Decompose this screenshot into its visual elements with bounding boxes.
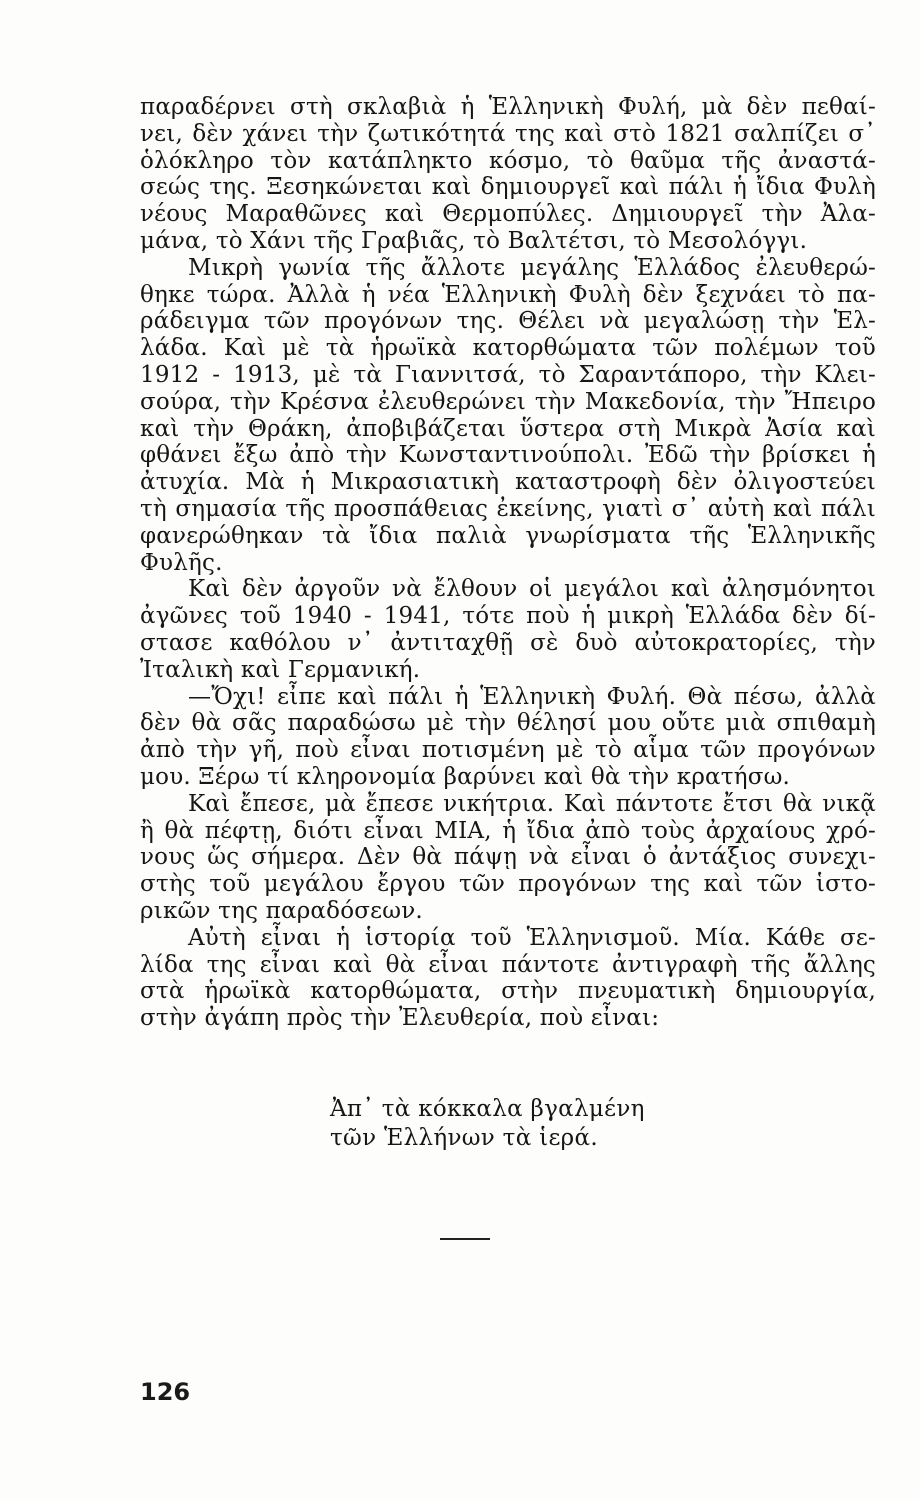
text-line: Φυλῆς. xyxy=(140,549,223,576)
page-number: 126 xyxy=(140,1378,191,1406)
text-line: Μικρὴ γωνία τῆς ἄλλοτε μεγάλης Ἑλλάδος ἐλευθερώ- xyxy=(188,254,876,281)
text-line: ὁλόκληρο τὸν κατάπληκτο κόσμο, τὸ θαῦμα τῆς ἀναστά- xyxy=(140,147,876,174)
section-divider xyxy=(440,1238,490,1240)
text-line: ἀγῶνες τοῦ 1940 - 1941, τότε ποὺ ἡ μικρὴ Ἑλλάδα δὲν δί- xyxy=(140,603,876,630)
text-line: ρικῶν της παραδόσεων. xyxy=(140,897,423,924)
text-line: νέους Μαραθῶνες καὶ Θερμοπύλες. Δημιουργεῖ τὴν Ἀλα- xyxy=(140,201,876,228)
text-line: ράδειγμα τῶν προγόνων της. Θέλει νὰ μεγαλώσῃ τὴν Ἑλ- xyxy=(140,308,876,335)
text-line: ἀπὸ τὴν γῆ, ποὺ εἶναι ποτισμένη μὲ τὸ αἷμα τῶν προγόνων xyxy=(140,737,876,764)
text-line: θηκε τώρα. Ἀλλὰ ἡ νέα Ἑλληνικὴ Φυλὴ δὲν ξεχνάει τὸ πα- xyxy=(140,281,876,308)
text-line: λίδα της εἶναι καὶ θὰ εἶναι πάντοτε ἀντιγραφὴ τῆς ἄλλης xyxy=(140,951,876,978)
text-line: —Ὄχι! εἶπε καὶ πάλι ἡ Ἑλληνικὴ Φυλή. Θὰ πέσω, ἀλλὰ xyxy=(188,683,876,710)
text-line: λάδα. Καὶ μὲ τὰ ἡρωϊκὰ κατορθώματα τῶν πολέμων τοῦ xyxy=(140,335,876,362)
text-line: Καὶ δὲν ἀργοῦν νὰ ἔλθουν οἱ μεγάλοι καὶ ἀλησμόνητοι xyxy=(188,576,876,603)
text-line: Αὐτὴ εἶναι ἡ ἱστορία τοῦ Ἑλληνισμοῦ. Μία. Κάθε σε- xyxy=(188,924,876,951)
text-line: καὶ τὴν Θράκη, ἀποβιβάζεται ὕστερα στὴ Μικρὰ Ἀσία καὶ xyxy=(140,415,876,442)
body-text xyxy=(140,94,876,1032)
text-line: σούρα, τὴν Κρέσνα ἐλευθερώνει τὴν Μακεδονία, τὴν Ἤπειρο xyxy=(140,388,876,415)
text-line: στασε καθόλου ν᾽ ἀντιταχθῇ σὲ δυὸ αὐτοκρατορίες, τὴν xyxy=(140,629,876,656)
text-line: φανερώθηκαν τὰ ἴδια παλιὰ γνωρίσματα τῆς Ἑλληνικῆς xyxy=(140,522,876,549)
text-line: δὲν θὰ σᾶς παραδώσω μὲ τὴν θέλησί μου οὔτε μιὰ σπιθαμὴ xyxy=(140,710,876,737)
text-line: ἢ θὰ πέφτῃ, διότι εἶναι ΜΙΑ, ἡ ἴδια ἀπὸ τοὺς ἀρχαίους χρό- xyxy=(140,817,876,844)
text-line: 1912 - 1913, μὲ τὰ Γιαννιτσά, τὸ Σαραντάπορο, τὴν Κλει- xyxy=(140,361,876,388)
text-line: μάνα, τὸ Χάνι τῆς Γραβιᾶς, τὸ Βαλτέτσι, τὸ Μεσολόγγι. xyxy=(140,227,808,254)
text-line: παραδέρνει στὴ σκλαβιὰ ἡ Ἑλληνικὴ Φυλή, μὰ δὲν πεθαί- xyxy=(140,94,876,120)
verse-line: τῶν Ἑλλήνων τὰ ἱερά. xyxy=(330,1125,598,1151)
text-line: στὴν ἀγάπη πρὸς τὴν Ἐλευθερία, ποὺ εἶναι: xyxy=(140,1005,660,1032)
text-line: φθάνει ἔξω ἀπὸ τὴν Κωνσταντινούπολι. Ἐδῶ τὴν βρίσκει ἡ xyxy=(140,442,876,469)
text-line: στὰ ἡρωϊκὰ κατορθώματα, στὴν πνευματικὴ δημιουργία, xyxy=(140,978,876,1005)
text-line: στὴς τοῦ μεγάλου ἔργου τῶν προγόνων της καὶ τῶν ἱστο- xyxy=(140,871,876,898)
verse-quote xyxy=(330,1095,645,1153)
text-line: Καὶ ἔπεσε, μὰ ἔπεσε νικήτρια. Καὶ πάντοτε ἔτσι θὰ νικᾷ xyxy=(188,790,876,817)
text-line: μου. Ξέρω τί κληρονομία βαρύνει καὶ θὰ τὴν κρατήσω. xyxy=(140,763,791,790)
verse-line: Ἀπ᾽ τὰ κόκκαλα βγαλμένη xyxy=(330,1096,645,1122)
text-line: τὴ σημασία τῆς προσπάθειας ἐκείνης, γιατὶ σ᾽ αὐτὴ καὶ πάλι xyxy=(140,495,876,522)
text-line: Ἰταλικὴ καὶ Γερμανική. xyxy=(140,656,421,683)
text-line: σεώς της. Ξεσηκώνεται καὶ δημιουργεῖ καὶ πάλι ἡ ἴδια Φυλὴ xyxy=(140,174,876,201)
text-line: νους ὥς σήμερα. Δὲν θὰ πάψῃ νὰ εἶναι ὁ ἀντάξιος συνεχι- xyxy=(140,844,876,871)
text-line: ἀτυχία. Μὰ ἡ Μικρασιατικὴ καταστροφὴ δὲν ὀλιγοστεύει xyxy=(140,469,876,496)
text-line: νει, δὲν χάνει τὴν ζωτικότητά της καὶ στὸ 1821 σαλπίζει σ᾽ xyxy=(140,120,876,147)
